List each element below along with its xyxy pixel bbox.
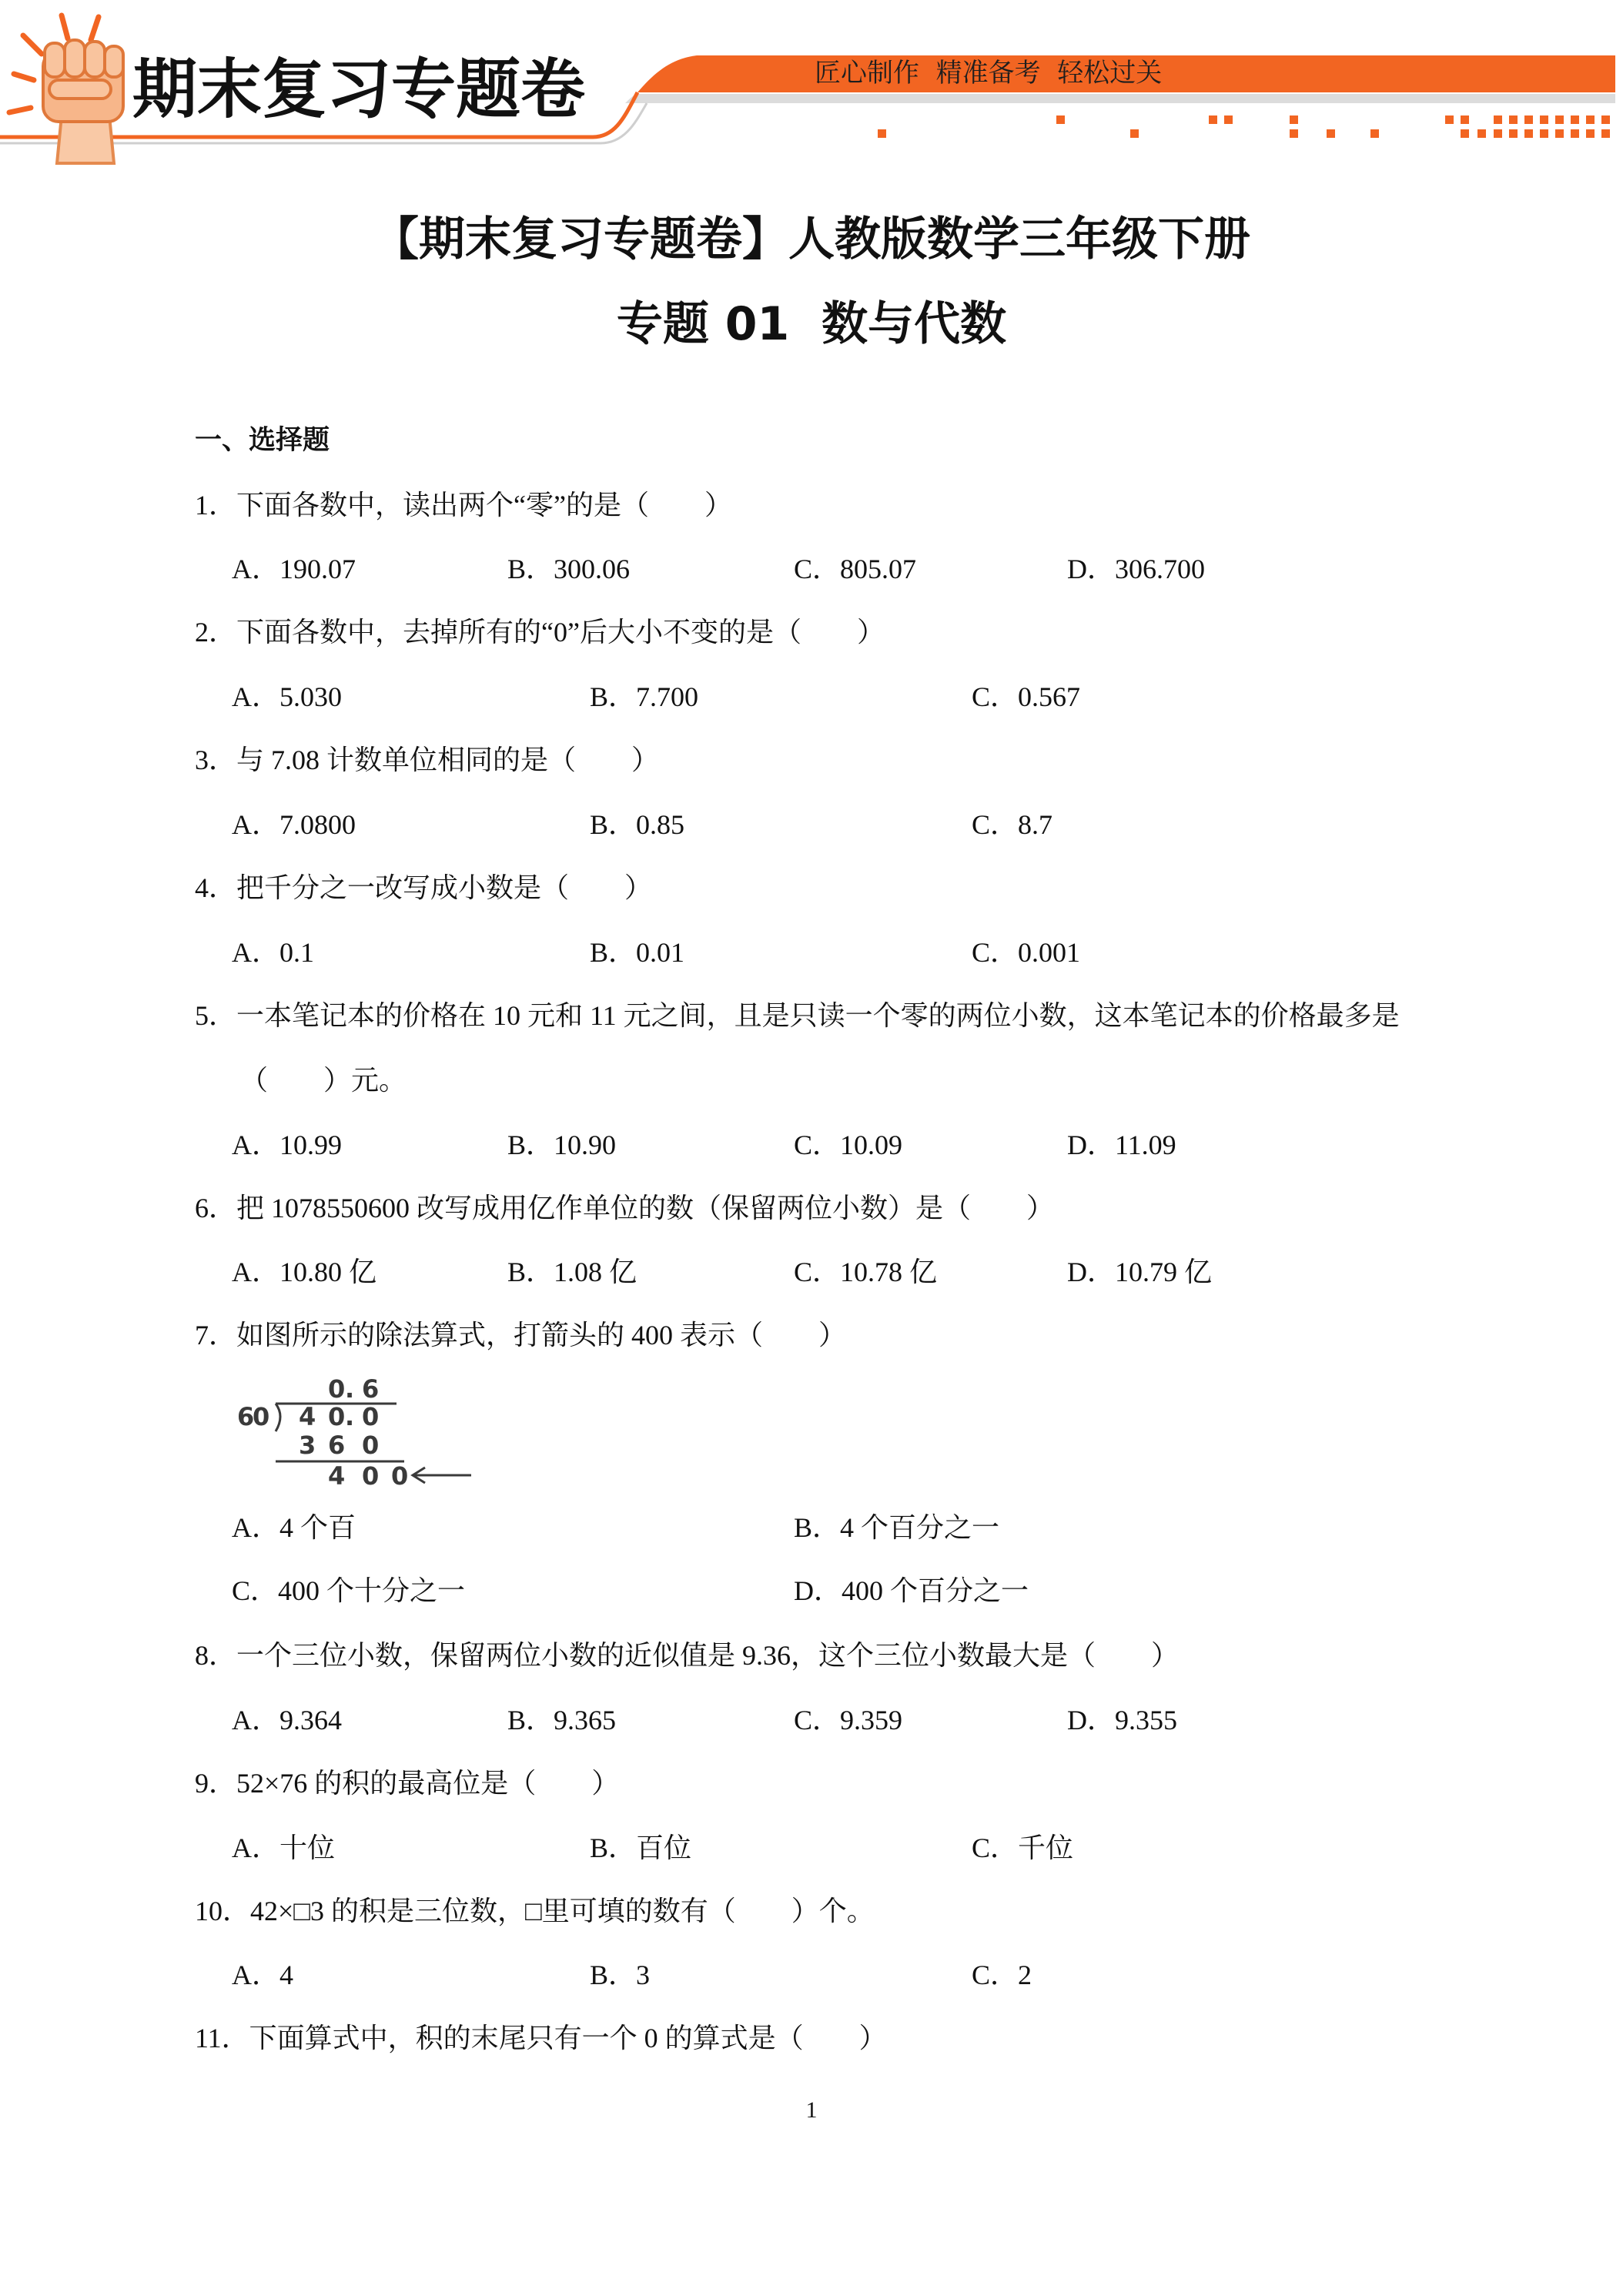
question-5-stem: 5．一本笔记本的价格在 10 元和 11 元之间，且是只读一个零的两位小数，这本笔记本的价格最多是 [195, 1000, 1400, 1031]
question-7-stem: 7．如图所示的除法算式，打箭头的 400 表示（ ） [195, 1320, 847, 1350]
question-5-option-a: A．10.99 [232, 1130, 342, 1160]
question-10-option-b: B．3 [590, 1960, 651, 1990]
question-6-stem: 6．把 1078550600 改写成用亿作单位的数（保留两位小数）是（ ） [195, 1193, 1055, 1223]
question-10-option-a: A．4 [232, 1960, 293, 1990]
question-2-option-c: C．0.567 [972, 681, 1081, 712]
question-9-option-c: C．千位 [972, 1832, 1074, 1863]
question-1-option-a: A．190.07 [232, 554, 356, 584]
page-subtitle: 专题 01 数与代数 [616, 297, 1007, 351]
page-number: 1 [805, 2097, 818, 2123]
question-10-stem: 10．42×□3 的积是三位数，□里可填的数有（ ）个。 [195, 1896, 875, 1926]
question-9-option-b: B．百位 [590, 1832, 692, 1863]
raised-fist-icon [9, 15, 123, 163]
question-1-stem: 1．下面各数中，读出两个“零”的是（ ） [195, 490, 732, 520]
question-3-option-b: B．0.85 [590, 809, 685, 840]
question-5-stem-continued: （ ）元。 [240, 1065, 407, 1096]
question-6-option-b: B．1.08 亿 [507, 1257, 637, 1287]
question-2-option-a: A．5.030 [232, 681, 342, 712]
question-4-option-b: B．0.01 [590, 937, 685, 968]
banner-title: 期末复习专题卷 [132, 52, 586, 127]
question-8-option-c: C．9.359 [794, 1705, 903, 1735]
question-4-stem: 4．把千分之一改写成小数是（ ） [195, 872, 653, 903]
question-5-option-b: B．10.90 [507, 1130, 617, 1160]
product-text: 360 [299, 1431, 380, 1460]
dividend-text: 40.0 [299, 1402, 380, 1431]
question-2-option-b: B．7.700 [590, 681, 699, 712]
question-4-option-c: C．0.001 [972, 937, 1081, 968]
question-6-option-a: A．10.80 亿 [232, 1257, 376, 1287]
question-8-stem: 8．一个三位小数，保留两位小数的近似值是 9.36，这个三位小数最大是（ ） [195, 1640, 1180, 1671]
page-title: 【期末复习专题卷】人教版数学三年级下册 [373, 213, 1250, 266]
question-1-option-b: B．300.06 [507, 554, 631, 584]
question-6-option-c: C．10.78 亿 [794, 1257, 938, 1287]
question-8-option-b: B．9.365 [507, 1705, 617, 1735]
question-1-option-d: D．306.700 [1067, 554, 1205, 584]
question-7-option-c: C．400 个十分之一 [232, 1575, 466, 1606]
question-9-stem: 9．52×76 的积的最高位是（ ） [195, 1768, 620, 1799]
slogan-band-shadow [625, 94, 1615, 103]
section-heading: 一、选择题 [195, 425, 330, 456]
decorative-squares [878, 115, 1610, 138]
question-3-stem: 3．与 7.08 计数单位相同的是（ ） [195, 745, 660, 775]
question-8-option-d: D．9.355 [1067, 1705, 1177, 1735]
remainder-text: 400 [328, 1461, 409, 1491]
question-7-option-b: B．4 个百分之一 [794, 1512, 1000, 1543]
long-division-figure [231, 1367, 485, 1501]
slogan-text: 匠心制作 精准备考 轻松过关 [815, 58, 1163, 89]
quotient-text: 0.6 [328, 1374, 380, 1404]
question-4-option-a: A．0.1 [232, 937, 314, 968]
question-10-option-c: C．2 [972, 1960, 1032, 1990]
division-bracket [276, 1404, 280, 1431]
question-7-option-d: D．400 个百分之一 [794, 1575, 1029, 1606]
question-5-option-d: D．11.09 [1067, 1130, 1176, 1160]
question-3-option-a: A．7.0800 [232, 809, 356, 840]
question-6-option-d: D．10.79 亿 [1067, 1257, 1212, 1287]
question-3-option-c: C．8.7 [972, 809, 1053, 840]
question-7-option-a: A．4 个百 [232, 1512, 356, 1543]
question-1-option-c: C．805.07 [794, 554, 917, 584]
question-5-option-c: C．10.09 [794, 1130, 903, 1160]
question-8-option-a: A．9.364 [232, 1705, 342, 1735]
left-arrow-icon [413, 1468, 471, 1483]
question-11-stem: 11．下面算式中，积的末尾只有一个 0 的算式是（ ） [195, 2023, 887, 2053]
divisor-text: 60 [237, 1402, 270, 1431]
question-9-option-a: A．十位 [232, 1832, 335, 1863]
question-2-stem: 2．下面各数中，去掉所有的“0”后大小不变的是（ ） [195, 617, 885, 648]
